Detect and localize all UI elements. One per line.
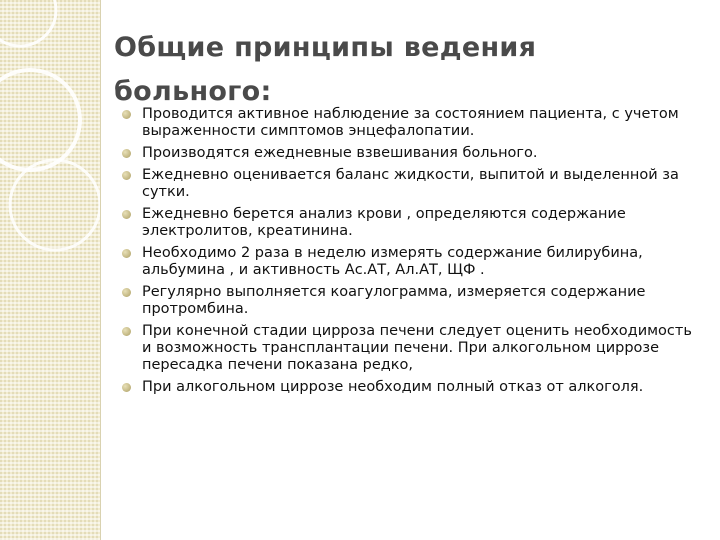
slide-title: Общие принципы ведения больного: xyxy=(114,32,537,108)
list-item xyxy=(120,206,700,240)
bullet-icon xyxy=(122,149,131,158)
list-item xyxy=(120,245,700,279)
bullet-icon xyxy=(122,171,131,180)
decorative-circles xyxy=(0,0,100,540)
list-item xyxy=(120,145,700,162)
bullet-icon xyxy=(122,327,131,336)
bullet-list xyxy=(120,106,700,401)
list-item-text: Необходимо 2 раза в неделю измерять содержание билирубина, альбумина , и активность Ас.АТ, Ал.АТ, ЩФ . xyxy=(142,245,643,278)
list-item-text: Производятся ежедневные взвешивания больного. xyxy=(142,145,538,161)
list-item-text: Ежедневно берется анализ крови , определяются содержание электролитов, креатинина. xyxy=(142,206,626,239)
list-item xyxy=(120,323,700,374)
list-item-text: Регулярно выполняется коагулограмма, измеряется содержание протромбина. xyxy=(142,284,646,317)
list-item xyxy=(120,167,700,201)
list-item-text: Ежедневно оценивается баланс жидкости, выпитой и выделенной за сутки. xyxy=(142,167,679,200)
sidebar-divider xyxy=(100,0,101,540)
list-item-text: Проводится активное наблюдение за состоянием пациента, с учетом выраженности симптомов энцефалопатии. xyxy=(142,106,679,139)
list-item-text: При алкогольном циррозе необходим полный отказ от алкоголя. xyxy=(142,379,644,395)
bullet-icon xyxy=(122,383,131,392)
bullet-icon xyxy=(122,210,131,219)
decorative-sidebar xyxy=(0,0,100,540)
list-item xyxy=(120,379,700,396)
bullet-icon xyxy=(122,249,131,258)
list-item-text: При конечной стадии цирроза печени следует оценить необходимость и возможность трансплантации печени. При алкогольном циррозе пересадка печени показана редко, xyxy=(142,323,692,373)
list-item xyxy=(120,106,700,140)
bullet-icon xyxy=(122,110,131,119)
bullet-icon xyxy=(122,288,131,297)
list-item xyxy=(120,284,700,318)
